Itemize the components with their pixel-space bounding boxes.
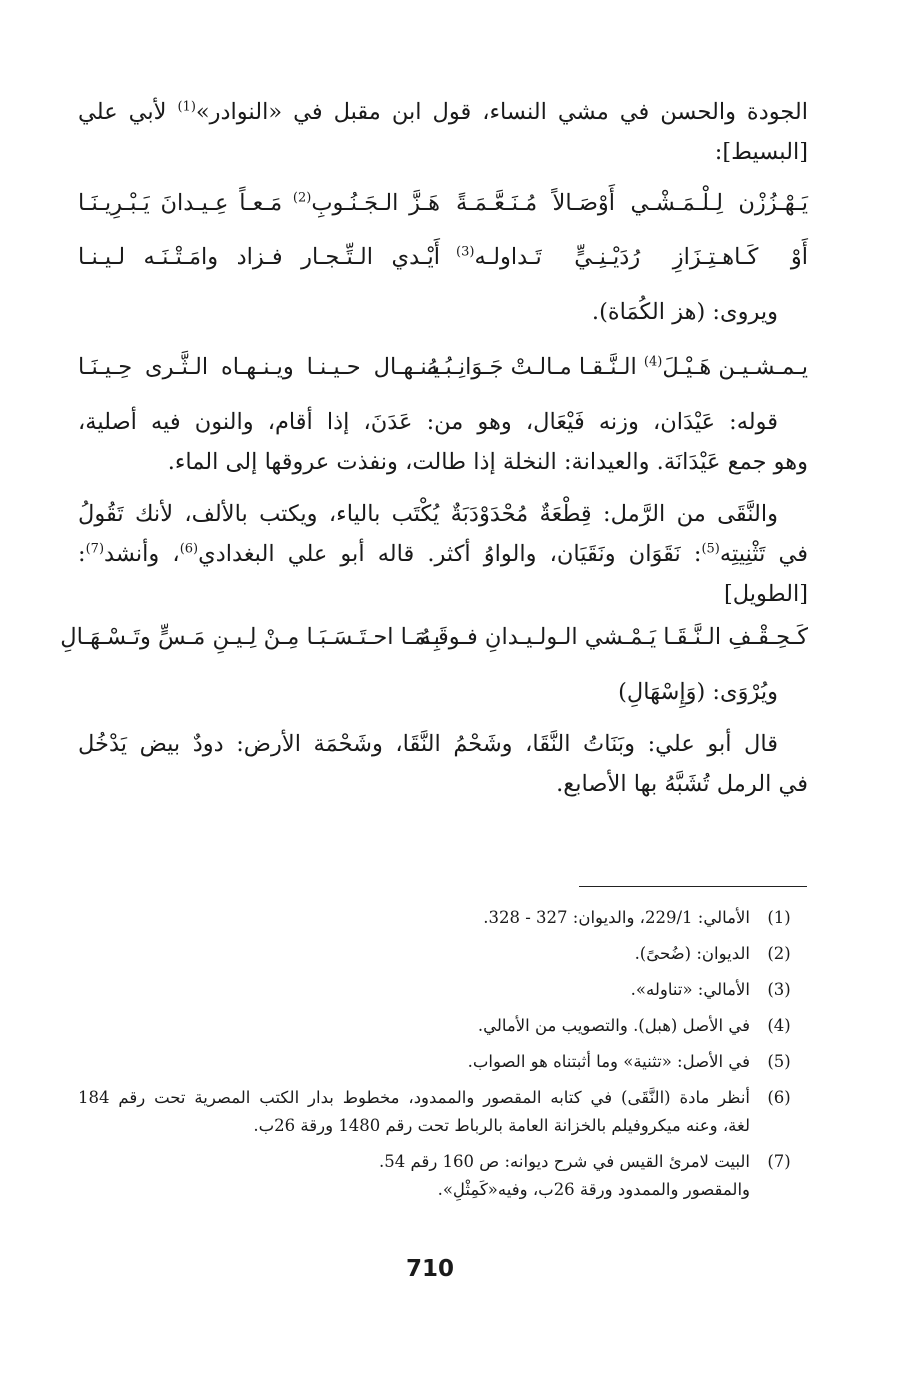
poetry-verse bbox=[78, 344, 808, 390]
footnote-number: (7) bbox=[767, 1152, 791, 1171]
paragraph-line: الجودة والحسن في مشي النساء، قول ابن مقبل في «النوادر»$^{(1)}$ لأبي علي bbox=[78, 99, 808, 125]
verse-second-hemistich: بِـمَـا احـتَـسَـبَـا مِـنْ لِـيـنِ مَـسٍّ وتَـسْـهَـالِ bbox=[60, 624, 440, 650]
footnote-number: (1) bbox=[767, 908, 791, 927]
footnote-ref: (4) bbox=[643, 354, 663, 370]
poetry-verse bbox=[78, 180, 808, 226]
footnote-text: الأمالي: 229/1، والديوان: 327 - 328. bbox=[483, 908, 750, 927]
riwaya-note: ويُرْوَى: (وَإِسْهَالِ) bbox=[618, 679, 778, 705]
footnote-ref: (2) bbox=[292, 190, 312, 206]
footnote bbox=[78, 1044, 808, 1080]
paragraph-line: في تَثْنِيتِه$^{(5)}$: نَقَوَان ونَقَيَان، والواوُ أكثر. قاله أبو علي البغدادي$^{(6)}$، وأنشد$^{(7)}$: bbox=[78, 541, 808, 567]
footnote-text: الأمالي: «تناوله». bbox=[630, 980, 750, 999]
paragraph-line: وهو جمع عَيْدَانَة. والعيدانة: النخلة إذا طالت، ونفذت عروقها إلى الماء. bbox=[167, 449, 808, 475]
footnote-number: (3) bbox=[767, 980, 791, 999]
footnote-text: لغة، وعنه ميكروفيلم بالخزانة العامة بالرباط تحت رقم 1480 ورقة 26ب. bbox=[253, 1116, 750, 1135]
footnote bbox=[78, 1144, 808, 1208]
footnotes bbox=[78, 900, 808, 1208]
footnote-text: الديوان: (ضُحىً). bbox=[634, 944, 750, 963]
footnote-ref: (3) bbox=[456, 244, 475, 260]
footnote-text: أنظر مادة (النَّقَى) في كتابه المقصور والممدود، مخطوط بدار الكتب المصرية تحت رقم 184 bbox=[78, 1088, 750, 1107]
poetry-verse bbox=[78, 234, 808, 280]
verse-second-hemistich: يـنـهـال حـيـنـا ويـنـهـاه الـثَّـرى حِـيـنَـا bbox=[78, 354, 440, 380]
footnote-number: (5) bbox=[767, 1052, 791, 1071]
footnote-ref: (1) bbox=[177, 99, 196, 115]
footnote-text: في الأصل (هبل). والتصويب من الأمالي. bbox=[477, 1016, 750, 1035]
footnote-ref: (7) bbox=[85, 541, 105, 557]
footnote-ref: (5) bbox=[701, 541, 720, 557]
footnote-number: (2) bbox=[767, 944, 791, 963]
footnote bbox=[78, 1008, 808, 1044]
footnote-separator bbox=[579, 886, 807, 887]
footnote bbox=[78, 936, 808, 972]
riwaya-note: ويروى: (هز الكُمَاة). bbox=[591, 299, 778, 325]
footnote-text: في الأصل: «تثنية» وما أثبتناه هو الصواب. bbox=[467, 1052, 750, 1071]
verse-first-hemistich: كَـحِـقْـفِ الـنَّـقَـا يَـمْـشي الـولـيـدانِ فـوقَـهُ bbox=[419, 624, 808, 650]
meter-label: [البسيط]: bbox=[714, 139, 808, 165]
footnote-text: والمقصور والممدود ورقة 26ب، وفيه«كَمِثْلِ». bbox=[437, 1180, 750, 1199]
meter-label: [الطويل] bbox=[723, 581, 808, 607]
verse-first-hemistich: يـمـشـيـن هَـيْـلَ$^{(4)}$ الـنَّـقـا مـالـتْ جَـوَانِـبُـهُ bbox=[426, 354, 808, 380]
verse-first-hemistich: يَـهْـزُزْن لِـلْـمَـشْـي أَوْصَـالاً مُـنَـعَّـمَـةً bbox=[456, 190, 808, 216]
footnote-ref: (6) bbox=[179, 541, 199, 557]
paragraph-line: والنَّقَى من الرَّمل: قِطْعَةٌ مُحْدَوْدَبَةٌ يُكْتَب بالياء، ويكتب بالألف، لأنك تَقُولُ bbox=[78, 501, 778, 527]
paragraph-line: في الرمل تُشَبَّهُ بها الأصابع. bbox=[556, 771, 808, 797]
footnote-number: (4) bbox=[767, 1016, 791, 1035]
footnote-number: (6) bbox=[767, 1088, 791, 1107]
poetry-verse bbox=[60, 614, 808, 660]
verse-second-hemistich: هَـزَّ الـجَـنُـوبِ$^{(2)}$ مَـعـاً عِـيـدانَ يَـبْـرِيـنَـا bbox=[78, 190, 440, 216]
page-number: 710 bbox=[405, 1256, 454, 1282]
paragraph-line: قوله: عَيْدَان، وزنه فَيْعَال، وهو من: عَدَنَ، إذا أقام، والنون فيه أصلية، bbox=[78, 409, 778, 435]
footnote bbox=[78, 1080, 808, 1144]
footnote-text: البيت لامرئ القيس في شرح ديوانه: ص 160 رقم 54. bbox=[378, 1152, 750, 1171]
verse-first-hemistich: أَوْ كَـاهـتِـزَازِ رُدَيْـنِـيٍّ تَـداولـه$^{(3)}$ bbox=[456, 244, 808, 270]
footnote bbox=[78, 972, 808, 1008]
footnote bbox=[78, 900, 808, 936]
paragraph-line: قال أبو علي: وبَنَاتُ النَّقَا، وشَحْمُ النَّقَا، وشَحْمَة الأرض: دودٌ بيض يَدْخُل bbox=[78, 731, 778, 757]
verse-second-hemistich: أَيْـدي الـتِّـجـار فـزاد وامَـتْـنَـه لـيـنـا bbox=[78, 244, 440, 270]
main-text bbox=[60, 92, 808, 804]
